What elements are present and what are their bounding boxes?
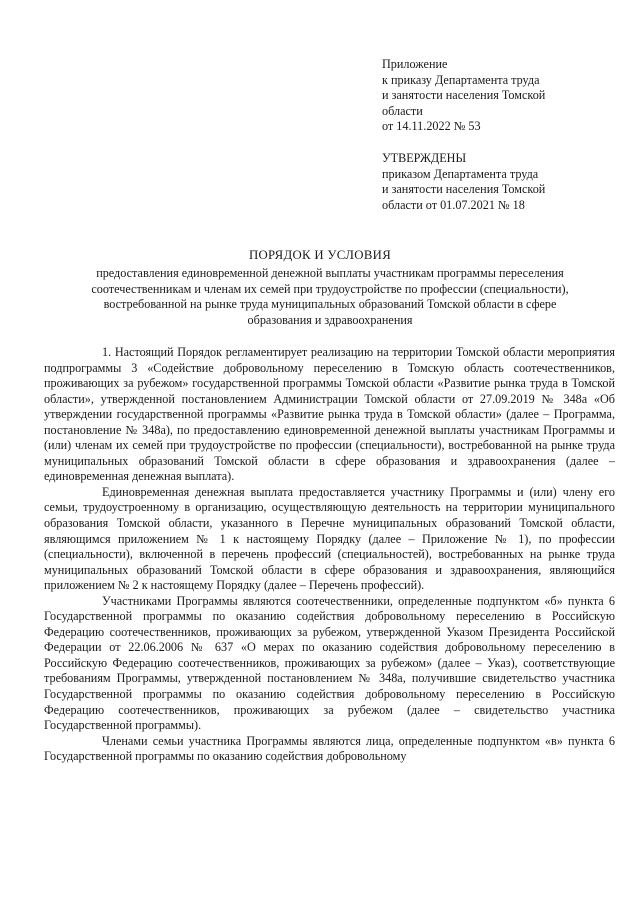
body-paragraph: 1. Настоящий Порядок регламентирует реализацию на территории Томской области мероприятия подпрограммы 3 «Содействие добровольному переселению в Томскую область соотечественников, проживающих за рубежом» государственной программы Томской области «Развитие рынка труда в Томской области», утвержденной постановлением Администрации Томской области от 27.09.2019 № 348а «Об утверждении государственной программы «Развитие рынка труда в Томской области» (далее – Программа, постановление № 348а), по предоставлению единовременной денежной выплаты участникам Программы и (или) членам их семей при трудоустройстве по профессии (специальности), востребованной на рынке труда муниципальных образований Томской области в сфере образования и здравоохранения (далее – единовременная денежная выплата).	[44, 345, 615, 484]
appendix-line: и занятости населения Томской	[382, 88, 546, 102]
appendix-note	[382, 57, 622, 135]
subtitle-line: образования и здравоохранения	[247, 312, 413, 327]
approval-line: области от 01.07.2021 № 18	[382, 197, 525, 212]
approval-line: приказом Департамента труда	[382, 166, 539, 181]
approval-line: и занятости населения Томской	[382, 182, 546, 196]
document-subtitle	[44, 266, 616, 328]
appendix-line: от 14.11.2022 № 53	[382, 119, 481, 133]
subtitle-line: предоставления единовременной денежной выплаты участникам программы переселения	[96, 266, 564, 280]
appendix-line: Приложение	[382, 57, 448, 71]
subtitle-line: соотечественникам и членам их семей при трудоустройстве по профессии (специальности),	[91, 281, 569, 296]
document-body	[44, 345, 615, 765]
document-title: ПОРЯДОК И УСЛОВИЯ	[248, 248, 392, 262]
body-paragraph: Участниками Программы являются соотечественники, определенные подпунктом «б» пункта 6 Государственной программы по оказанию содействия добровольному переселению в Российскую Федерацию соотечественников, проживающих за рубежом, утвержденной Указом Президента Российской Федерации от 22.06.2006 № 637 «О мерах по оказанию содействия добровольному переселению в Российскую Федерацию соотечественников, проживающих за рубежом» (далее – Указ), соответствующие требованиям Программы, утвержденной постановлением № 348а, получившие свидетельство участника Государственной программы по оказанию содействия добровольному переселению в Российскую Федерацию соотечественников, проживающих за рубежом (далее – свидетельство участника Государственной программы).	[44, 593, 615, 733]
approval-line: УТВЕРЖДЕНЫ	[382, 151, 467, 165]
approval-note	[382, 151, 622, 213]
subtitle-line: востребованной на рынке труда муниципальных образований Томской области в сфере	[103, 297, 557, 312]
body-paragraph: Единовременная денежная выплата предоставляется участнику Программы и (или) члену его семьи, трудоустроенному в организацию, осуществляющую деятельность на территории муниципального образования Томской области, указанного в Перечне муниципальных образований Томской области, являющимся приложением № 1 к настоящему Порядку (далее – Приложение № 1), по профессии (специальности), включенной в перечень профессий (специальностей), востребованных на рынке труда муниципальных образований Томской области в сфере образования и здравоохранения, являющийся приложением № 2 к настоящему Порядку (далее – Перечень профессий).	[44, 484, 615, 593]
appendix-line: области	[382, 103, 423, 118]
body-paragraph: Членами семьи участника Программы являются лица, определенные подпунктом «в» пункта 6 Государственной программы по оказанию содействия добровольному	[44, 733, 615, 764]
appendix-line: к приказу Департамента труда	[382, 72, 540, 87]
